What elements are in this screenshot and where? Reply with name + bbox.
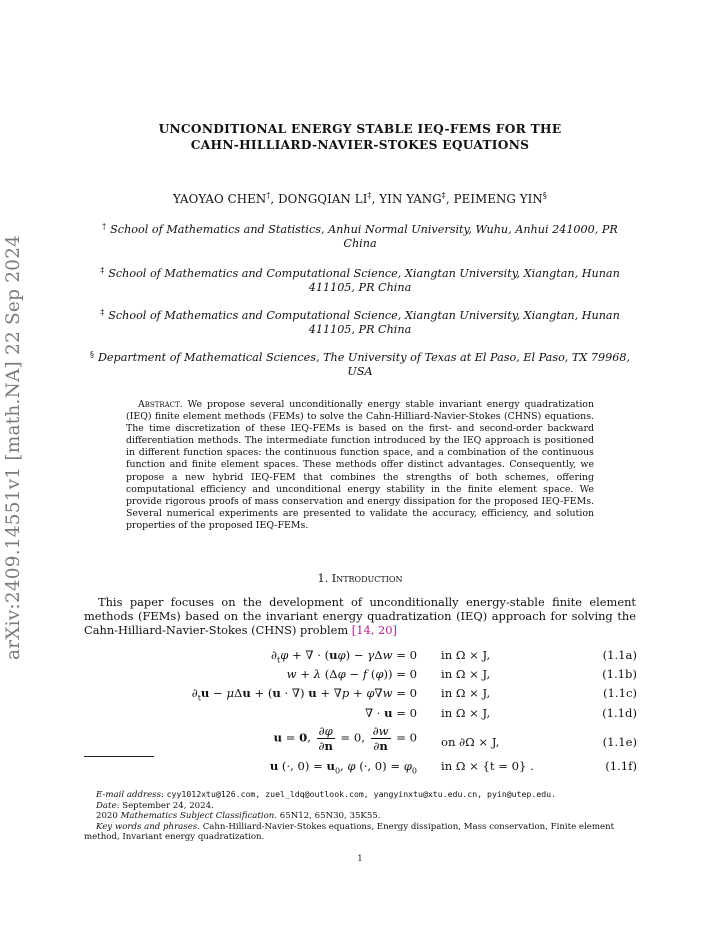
author-name: YIN YANG	[379, 191, 442, 206]
keywords-label: Key words and phrases.	[96, 821, 200, 832]
affiliation	[84, 264, 636, 295]
abstract	[126, 399, 594, 532]
author-name: PEIMENG YIN	[453, 191, 543, 206]
affiliation-line: Department of Mathematical Sciences, The University of Texas at El Paso, El Paso, TX 79968,	[97, 351, 631, 364]
arxiv-identifier: arXiv:2409.14551v1 [math.NA] 22 Sep 2024	[3, 234, 24, 660]
equation-number: (1.1d)	[602, 706, 637, 720]
intro-paragraph	[84, 595, 636, 638]
email-addresses[interactable]: cyy1012xtu@126.com, zuel_ldq@outlook.com, yangyinxtu@xtu.edu.cn, pyin@utep.edu.	[166, 789, 557, 799]
title-line-1: UNCONDITIONAL ENERGY STABLE IEQ-FEMS FOR THE	[158, 122, 562, 136]
footnote-date: Date: September 24, 2024.	[96, 800, 214, 811]
title-line-2: CAHN-HILLIARD-NAVIER-STOKES EQUATIONS	[190, 138, 530, 152]
equation-condition: in Ω × J,	[441, 706, 491, 720]
email-label: E-mail address	[96, 790, 161, 800]
affiliation-line: School of Mathematics and Computational Science, Xiangtan University, Xiangtan, Hunan	[108, 267, 620, 280]
affiliation	[84, 306, 636, 337]
equation-condition: in Ω × {t = 0} .	[441, 759, 534, 773]
date-value: September 24, 2024.	[122, 800, 214, 811]
affiliation-line: School of Mathematics and Computational Science, Xiangtan University, Xiangtan, Hunan	[108, 309, 620, 322]
msc-year: 2020	[96, 811, 118, 822]
affiliation	[84, 220, 636, 251]
equation-condition: on ∂Ω × J,	[441, 735, 500, 749]
author-mark: ‡	[367, 191, 372, 200]
msc-codes: 65N12, 65N30, 35K55.	[279, 811, 381, 822]
equation-number: (1.1b)	[602, 667, 637, 681]
section-number: 1.	[317, 572, 329, 585]
equation-number: (1.1c)	[603, 686, 637, 700]
intro-text: This paper focuses on the development of unconditionally energy-stable finite element methods (FEMs) based on the invariant energy quadratization (IEQ) approach for solving the Cahn-Hilliard-Navier-Stokes (CHNS) problem	[84, 595, 636, 638]
date-label: Date	[96, 800, 117, 811]
equation-number: (1.1a)	[602, 648, 637, 662]
affiliation-mark: §	[89, 350, 94, 359]
author-name: YAOYAO CHEN	[173, 191, 267, 206]
affiliation-line: USA	[347, 365, 373, 378]
author-mark: ‡	[441, 191, 446, 200]
footnote-keywords	[84, 822, 636, 843]
footnotes	[84, 789, 636, 843]
abstract-text: We propose several unconditionally energy stable invariant energy quadratization (IEQ) finite element methods (FEMs) to solve the Cahn-Hilliard-Navier-Stokes (CHNS) equations. The time discretization of these IEQ-FEMs is based on the first- and second-order backward differentiation methods. The intermediate function introduced by the IEQ approach is positioned in different function spaces: the continuous function space, and a combination of the continuous function and finite element spaces. These methods offer distinct advantages. Consequently, we propose a new hybrid IEQ-FEM that combines the strengths of both schemes, offering computational efficiency and unconditional energy stability in the finite element space. We provide rigorous proofs of mass conservation and energy dissipation for the proposed IEQ-FEMs. Several numerical experiments are presented to validate the accuracy, efficiency, and solution properties of the proposed IEQ-FEMs.	[126, 399, 594, 531]
equation-condition: in Ω × J,	[441, 648, 491, 662]
paper-title	[80, 121, 640, 153]
affiliation-line: School of Mathematics and Statistics, Anhui Normal University, Wuhu, Anhui 241000, PR	[110, 223, 618, 236]
affiliation-line: China	[343, 237, 377, 250]
author-mark: §	[542, 191, 547, 200]
footnote-email: E-mail address: cyy1012xtu@126.com, zuel_ldq@outlook.com, yangyinxtu@xtu.edu.cn, pyin@utep.edu.	[96, 789, 557, 800]
affiliation-mark: †	[102, 222, 107, 231]
section-title: Introduction	[331, 572, 403, 585]
equation-number: (1.1e)	[602, 735, 637, 749]
affiliation	[84, 348, 636, 379]
affiliation-line: 411105, PR China	[308, 281, 412, 294]
equation-number: (1.1f)	[605, 759, 637, 773]
author-list: YAOYAO CHEN†, DONGQIAN LI‡, YIN YANG‡, PEIMENG YIN§	[173, 191, 547, 206]
footnote-msc	[84, 811, 636, 822]
section-heading	[80, 572, 640, 585]
msc-label: Mathematics Subject Classification.	[120, 811, 278, 822]
footnote-rule	[84, 756, 154, 757]
author-mark: †	[266, 191, 271, 200]
equation-condition: in Ω × J,	[441, 667, 491, 681]
keywords-text: Cahn-Hilliard-Navier-Stokes equations, Energy dissipation, Mass conservation, Finite element method, Invariant energy quadratization.	[84, 821, 615, 843]
equation-condition: in Ω × J,	[441, 686, 491, 700]
page-number: 1	[357, 854, 363, 864]
affiliation-mark: ‡	[100, 308, 105, 317]
affiliation-line: 411105, PR China	[308, 323, 412, 336]
abstract-label: Abstract.	[138, 399, 183, 410]
affiliation-mark: ‡	[100, 266, 105, 275]
citation-link[interactable]: [14, 20]	[351, 623, 397, 638]
author-name: DONGQIAN LI	[278, 191, 368, 206]
